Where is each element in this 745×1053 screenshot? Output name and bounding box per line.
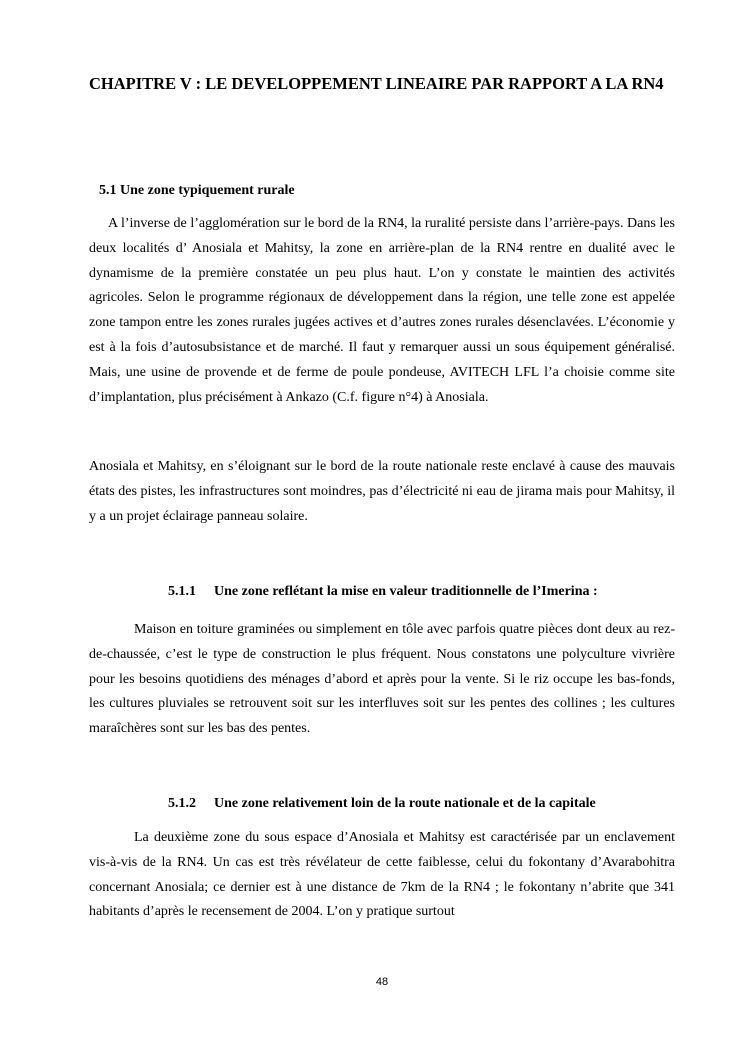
subsection-heading bbox=[168, 582, 598, 602]
body-paragraph: Anosiala et Mahitsy, en s’éloignant sur le bord de la route nationale reste enclavé à cause des mauvais états des pistes, les infrastructures sont moindres, pas d’électricité ni eau de jirama mais pour Mahitsy, il y a un projet éclairage panneau solaire. bbox=[89, 459, 675, 524]
section-title: 5.1 Une zone typiquement rurale bbox=[99, 183, 295, 198]
subsection-number: 5.1.1 bbox=[168, 584, 196, 599]
subsection-suffix: : bbox=[589, 584, 598, 599]
subsection-title: Une zone reflétant la mise en valeur traditionnelle de l’Imerina bbox=[214, 584, 590, 599]
body-paragraph: Maison en toiture graminées ou simplement en tôle avec parfois quatre pièces dont deux au rez-de-chaussée, c’est le type de construction le plus fréquent. Nous constatons une polyculture vivrière pour les besoins quotidiens des ménages d’abord et après pour la vente. Si le riz occupe les bas-fonds, les cultures pluviales se retrouvent soit sur les interfluves soit sur les pentes des collines ; les cultures maraîchères sont sur les bas des pentes. bbox=[89, 622, 675, 737]
page-number: 48 bbox=[375, 976, 389, 988]
body-paragraph: La deuxième zone du sous espace d’Anosiala et Mahitsy est caractérisée par un enclavement vis-à-vis de la RN4. Un cas est très révélateur de cette faiblesse, celui du fokontany d’Avarabohitra concernant Anosiala; ce dernier est à une distance de 7km de la RN4 ; le fokontany n’abrite que 341 habitants d’après le recensement de 2004. L’on y pratique surtout bbox=[89, 830, 675, 920]
subsection-title: Une zone relativement loin de la route nationale et de la capitale bbox=[214, 796, 596, 811]
body-paragraph: A l’inverse de l’agglomération sur le bord de la RN4, la ruralité persiste dans l’arrière-pays. Dans les deux localités d’ Anosiala et Mahitsy, la zone en arrière-plan de la RN4 rentre en dualité avec le dynamisme de la première constatée un peu plus haut. L’on y constate le maintien des activités agricoles. Selon le programme régionaux de développement dans la région, une telle zone est appelée zone tampon entre les zones rurales jugées actives et d’autres zones rurales désenclavées. L’économie y est à la fois d’autosubsistance et de marché. Il faut y remarquer aussi un sous équipement généralisé. Mais, une usine de provende et de ferme de poule pondeuse, AVITECH LFL l’a choisie comme site d’implantation, plus précisément à Ankazo (C.f. figure n°4) à Anosiala. bbox=[89, 216, 675, 405]
subsection-number: 5.1.2 bbox=[168, 796, 196, 811]
chapter-title: CHAPITRE V : LE DEVELOPPEMENT LINEAIRE PAR RAPPORT A LA RN4 bbox=[89, 74, 664, 93]
document-page bbox=[89, 0, 675, 1053]
subsection-heading bbox=[168, 794, 596, 814]
